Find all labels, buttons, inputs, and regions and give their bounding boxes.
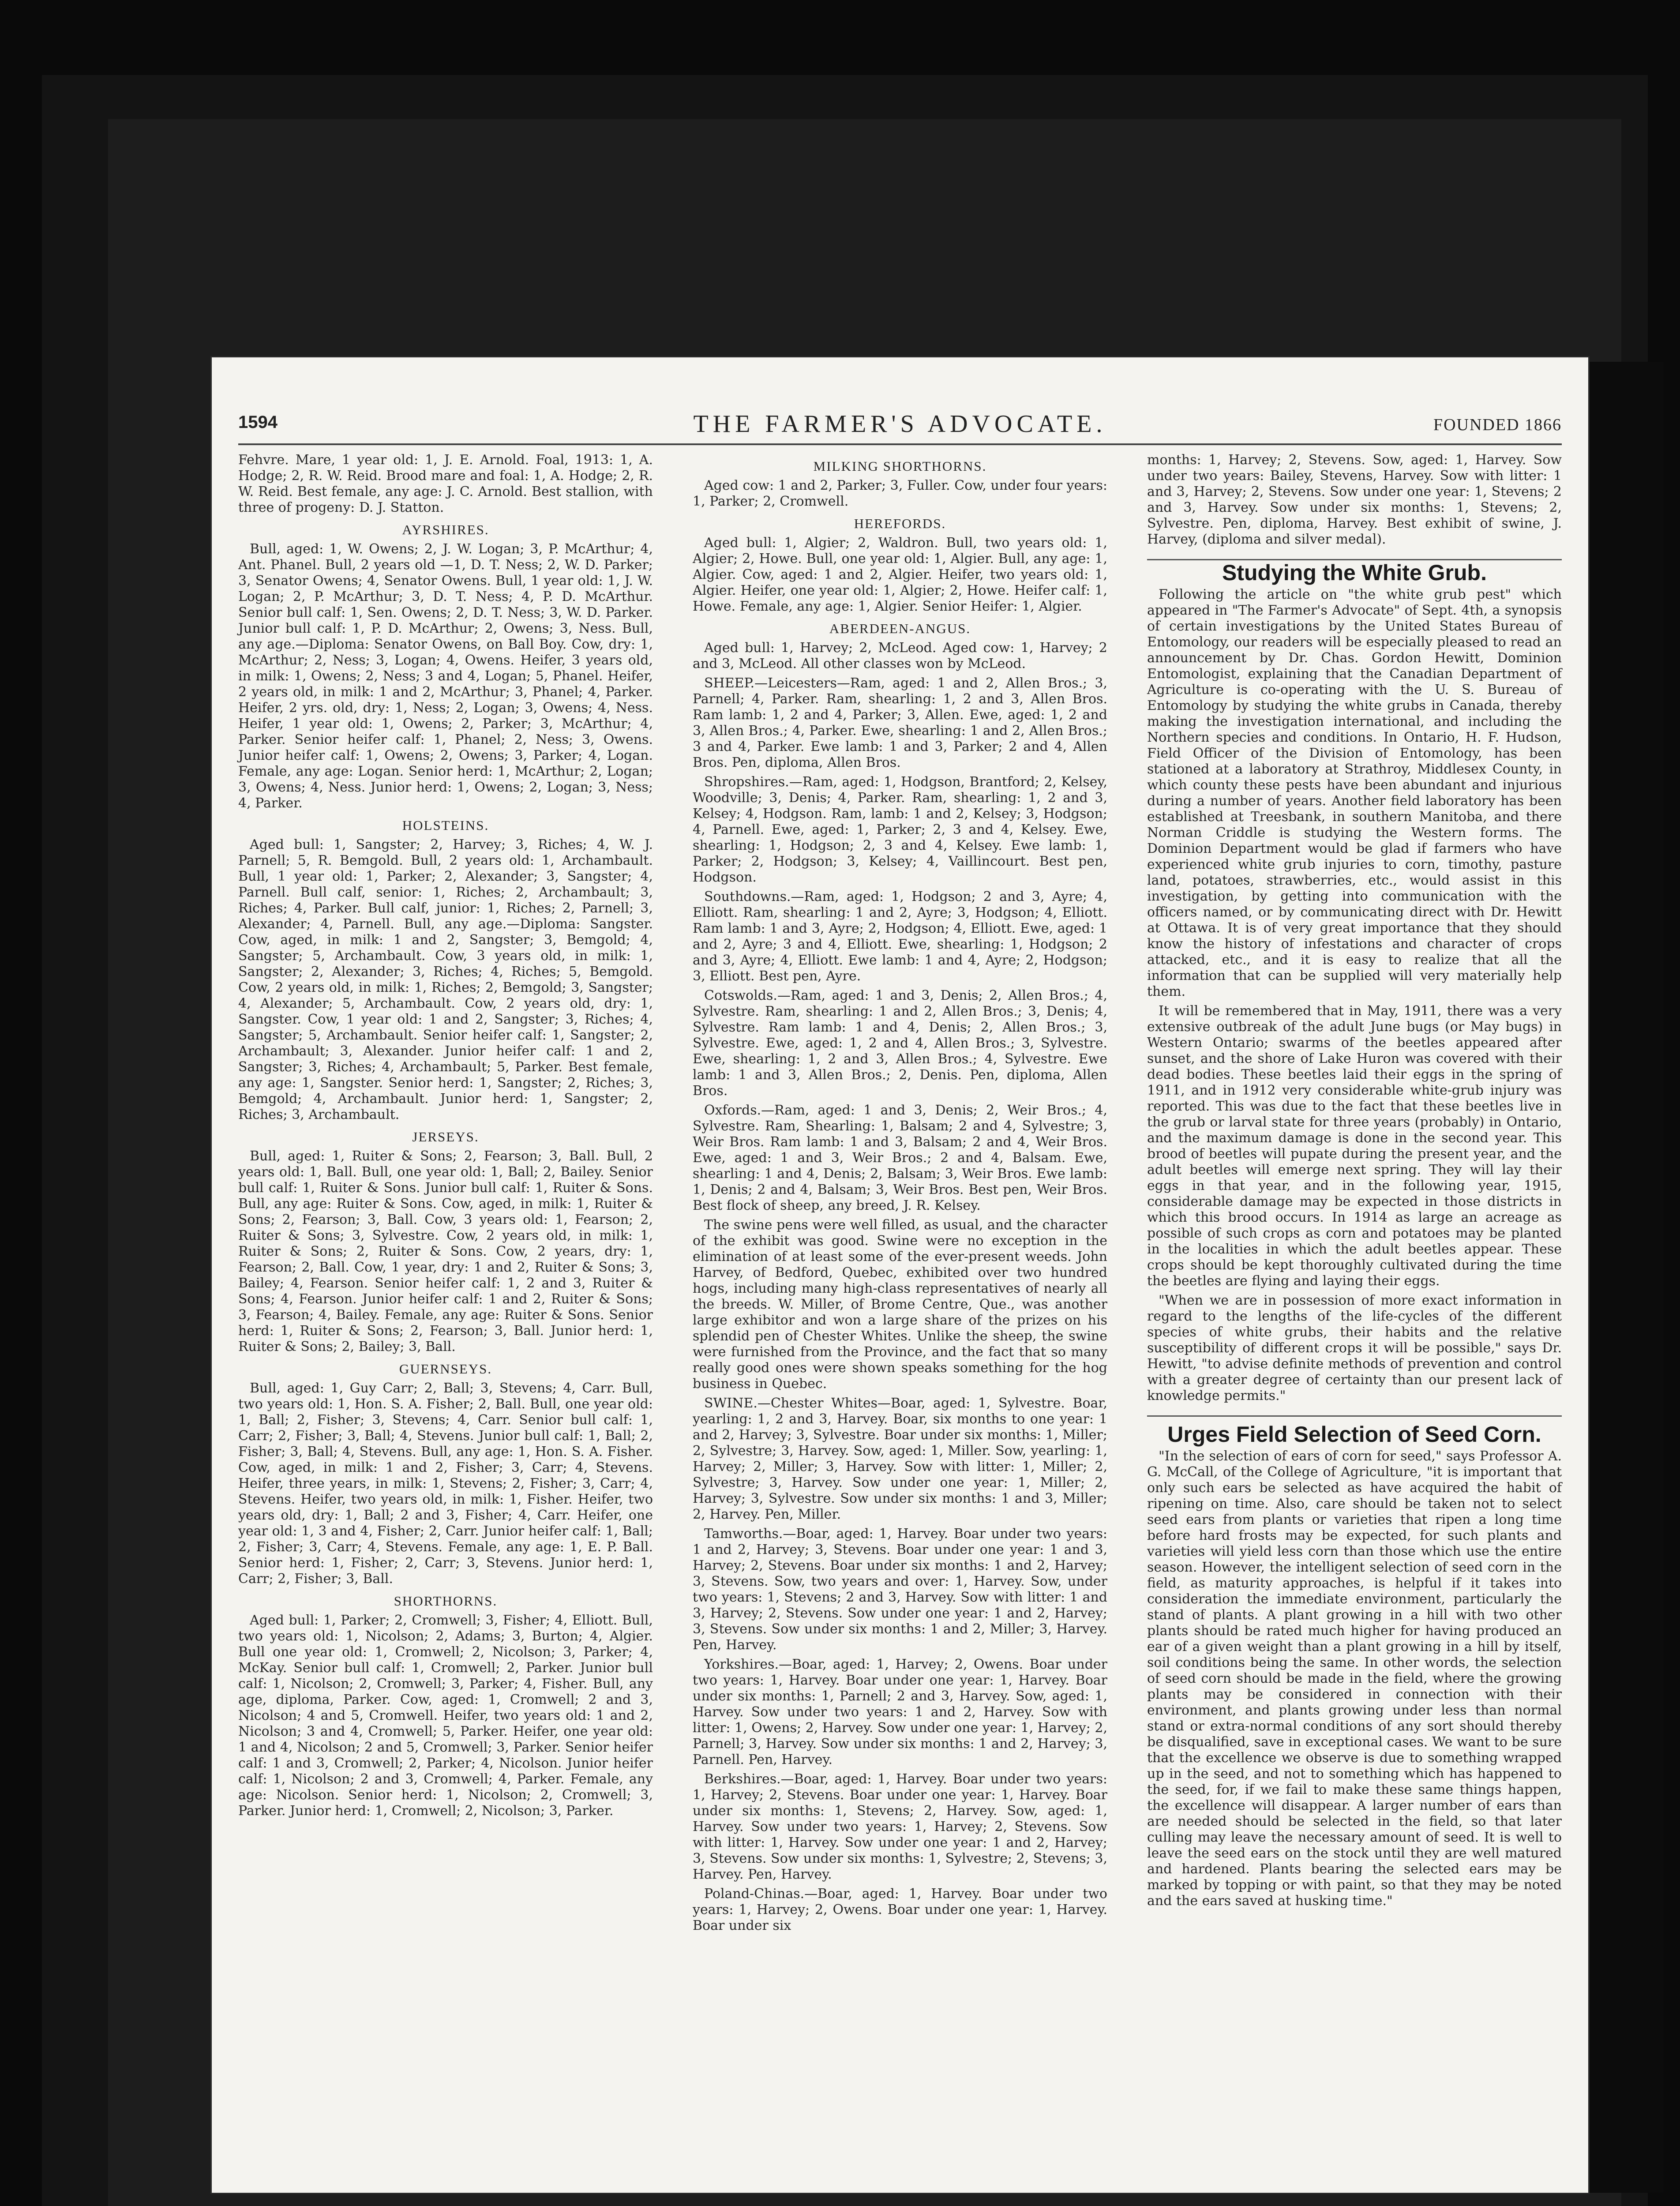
white-grub-paragraph-2: It will be remembered that in May, 1911, there was a very extensive outbreak of the adult June bugs (or May bugs) in Western Ontario; swarms of the beetles appeared after sunset, and the shore of Lake Huron was covered with their dead bodies. These beetles laid their eggs in the spring of 1911, and in 1912 very considerable white-grub injury was reported. This was due to the fact that these beetles live in the grub or larval state for three years (probably) in Ontario, and the maximum damage is done in the second year. This brood of beetles will pupate during the present year, and the adult beetles will emerge next spring. They will lay their eggs in that year, and in the following year, 1915, considerable damage may be expected in those districts in which this brood occurs. In 1914 as large an acreage as possible of such crops as corn and potatoes may be planted in the localities in which the adult beetles appear. These crops should be kept thoroughly cultivated during the time the beetles are flying and laying their eggs.	[1147, 1003, 1562, 1289]
section-heading-milking-shorthorns: MILKING SHORTHORNS.	[813, 458, 987, 474]
shorthorns-results: Aged bull: 1, Parker; 2, Cromwell; 3, Fisher; 4, Elliott. Bull, two years old: 1, Nicolson; 2, Adams; 3, Burton; 4, Algier. Bull one year old: 1, Cromwell; 2, Nicolson; 3, Parker; 4, McKay. Senior bull calf: 1, Cromwell; 2, Parker. Junior bull calf: 1, Nicolson; 2, Cromwell; 3, Parker; 4, Fisher. Bull, any age, diploma, Parker. Cow, aged: 1, Cromwell; 2 and 3, Nicolson; 4 and 5, Cromwell. Heifer, two years old: 1 and 2, Nicolson; 3 and 4, Cromwell; 5, Parker. Heifer, one year old: 1 and 4, Nicolson; 2 and 5, Cromwell; 3, Parker. Senior heifer calf: 1 and 3, Cromwell; 2, Parker; 4, Nicolson. Junior heifer calf: 1, Nicolson; 2 and 3, Cromwell; 4, Parker. Female, any age: Nicolson. Senior herd: 1, Nicolson; 2, Cromwell; 3, Parker. Junior herd: 1, Cromwell; 2, Nicolson; 3, Parker.	[238, 1613, 653, 1819]
section-heading-holsteins: HOLSTEINS.	[402, 818, 489, 833]
holsteins-results: Aged bull: 1, Sangster; 2, Harvey; 3, Riches; 4, W. J. Parnell; 5, R. Bemgold. Bull, 2 years old: 1, Archambault. Bull, 1 year old: 1, Parker; 2, Alexander; 3, Sangster; 4, Parnell. Bull calf, senior: 1, Riches; 2, Archambault; 3, Riches; 4, Parker. Bull calf, junior: 1, Riches; 2, Parnell; 3, Alexander; 4, Parnell. Bull, any age.—Diploma: Sangster. Cow, aged, in milk: 1 and 2, Sangster; 3, Bemgold; 4, Sangster; 5, Archambault. Cow, 3 years old, in milk: 1, Sangster; 2, Alexander; 3, Riches; 4, Riches; 5, Bemgold. Cow, 2 years old, in milk: 1, Riches; 2, Bemgold; 3, Sangster; 4, Alexander; 5, Archambault. Cow, 2 years old, dry: 1, Sangster. Cow, 1 year old: 1 and 2, Sangster; 3, Riches; 4, Sangster; 5, Archambault. Senior heifer calf: 1, Sangster; 2, Archambault; 3, Alexander. Junior heifer calf: 1 and 2, Sangster; 3, Riches; 4, Archambault; 5, Parker. Best female, any age: 1, Sangster. Senior herd: 1, Sangster; 2, Riches; 3, Bemgold; 4, Archambault. Junior herd: 1, Sangster; 2, Riches; 3, Archambault.	[238, 837, 653, 1122]
section-heading-aberdeen-angus: ABERDEEN-ANGUS.	[829, 621, 971, 636]
yorkshires-results: Yorkshires.—Boar, aged: 1, Harvey; 2, Owens. Boar under two years: 1, Harvey. Boar under one year: 1, Harvey. Boar under six months: 1, Parnell; 2 and 3, Harvey. Sow, aged: 1, Harvey. Sow under two years: 1 and 2, Harvey. Sow with litter: 1, Owens; 2, Harvey. Sow under one year: 1, Harvey; 2, Parnell; 3, Harvey. Sow under six months: 1 and 2, Harvey; 3, Parnell. Pen, Harvey.	[693, 1657, 1107, 1767]
section-heading-guernseys: GUERNSEYS.	[399, 1361, 492, 1377]
article-divider	[1147, 1415, 1562, 1417]
swine-intro-paragraph: The swine pens were well filled, as usual, and the character of the exhibit was good. Swine were no exception in the elimination of at least some of the ever-present weeds. John Harvey, of Bedford, Quebec, exhibited over two hundred hogs, including many high-class representatives of nearly all the breeds. W. Miller, of Brome Centre, Que., was another large exhibitor and won a large share of the prizes on his splendid pen of Chester Whites. Unlike the sheep, the swine were furnished from the Province, and the fact that so many really good ones were shown speaks something for the hog business in Quebec.	[693, 1217, 1107, 1392]
jerseys-results: Bull, aged: 1, Ruiter & Sons; 2, Fearson; 3, Ball. Bull, 2 years old: 1, Ball. Bull, one year old: 1, Ball; 2, Bailey. Senior bull calf: 1, Ruiter & Sons. Junior bull calf: 1, Ruiter & Sons. Bull, any age: Ruiter & Sons. Cow, aged, in milk: 1, Ruiter & Sons; 2, Fearson; 3, Ball. Cow, 3 years old: 1, Fearson; 2, Ruiter & Sons; 3, Sylvestre. Cow, 2 years old, in milk: 1, Ruiter & Sons; 2, Ruiter & Sons. Cow, 2 years, dry: 1, Fearson; 2, Ball. Cow, 1 year, dry: 1 and 2, Ruiter & Sons; 3, Bailey; 4, Fearson. Senior heifer calf: 1, 2 and 3, Ruiter & Sons; 4, Fearson. Junior heifer calf: 1 and 2, Ruiter & Sons; 3, Fearson; 4, Bailey. Female, any age: Ruiter & Sons. Senior herd: 1, Ruiter & Sons; 2, Fearson; 3, Ball. Junior herd: 1, Ruiter & Sons; 2, Bailey; 3, Ball.	[238, 1148, 653, 1354]
publication-title: THE FARMER'S ADVOCATE.	[693, 410, 1107, 438]
shropshires-results: Shropshires.—Ram, aged: 1, Hodgson, Brantford; 2, Kelsey, Woodville; 3, Denis; 4, Parker. Ram, shearling: 1, 2 and 3, Kelsey; 4, Hodgson. Ram, lamb: 1 and 2, Kelsey; 3, Hodgson; 4, Parnell. Ewe, aged: 1, Parker; 2, 3 and 4, Kelsey. Ewe, shearling: 1, Hodgson; 2, 3 and 4, Kelsey. Ewe lamb: 1, Parker; 2, Hodgson; 3, Kelsey; 4, Vaillincourt. Best pen, Hodgson.	[693, 774, 1107, 885]
page-header	[238, 410, 1562, 439]
article-title-white-grub: Studying the White Grub.	[1222, 560, 1487, 585]
section-heading-ayrshires: AYRSHIRES.	[402, 522, 489, 537]
guernseys-results: Bull, aged: 1, Guy Carr; 2, Ball; 3, Stevens; 4, Carr. Bull, two years old: 1, Hon. S. A. Fisher; 2, Ball. Bull, one year old: 1, Ball; 2, Fisher; 3, Stevens; 4, Carr. Senior bull calf: 1, Carr; 2, Fisher; 3, Ball; 4, Stevens. Junior bull calf: 1, Ball; 2, Fisher; 3, Ball; 4, Stevens. Bull, any age: 1, Hon. S. A. Fisher. Cow, aged, in milk: 1 and 2, Fisher; 3, Carr; 4, Stevens. Heifer, three years, in milk: 1, Stevens; 2, Fisher; 3, Carr; 4, Stevens. Heifer, two years old, in milk: 1, Fisher. Heifer, two years old, dry: 1, Ball; 2 and 3, Fisher; 4, Carr. Heifer, one year old: 1, 3 and 4, Fisher; 2, Carr. Junior heifer calf: 1, Ball; 2, Fisher; 3, Carr; 4, Stevens. Female, any age: 1, E. P. Ball. Senior herd: 1, Fisher; 2, Carr; 3, Stevens. Junior herd: 1, Carr; 2, Fisher; 3, Ball.	[238, 1381, 653, 1587]
founded-note: FOUNDED 1866	[1433, 416, 1562, 434]
page-number: 1594	[238, 413, 278, 432]
white-grub-paragraph-1: Following the article on "the white grub pest" which appeared in "The Farmer's Advocate" of Sept. 4th, a synopsis of certain investigations by the United States Bureau of Entomology, our readers will be especially pleased to read an announcement by Dr. Chas. Gordon Hewitt, Dominion Entomologist, explaining that the Canadian Department of Agriculture is co-operating with the U. S. Bureau of Entomology by studying the white grubs in Canada, thereby making the investigation international, and including the Northern species and conditions. In Ontario, H. F. Hudson, Field Officer of the Division of Entomology, has been stationed at a laboratory at Strathroy, Middlesex County, in which county these pests have been abundant and injurious during a number of years. Another field laboratory has been established at Treesbank, in southern Manitoba, and there Norman Criddle is studying the Western forms. The Dominion Department would be glad if farmers who have experienced white grub injuries to corn, timothy, pasture land, potatoes, strawberries, etc., would assist in this investigation, by getting into communication with the officers named, or by communicating direct with Dr. Hewitt at Ottawa. It is of very great importance that they should know the history of infestations and character of crops attacked, etc., and it is easy to realize that all the information that can be supplied will very materially help them.	[1147, 587, 1562, 999]
swine-results-continued: months: 1, Harvey; 2, Stevens. Sow, aged: 1, Harvey. Sow under two years: Bailey, Stevens, Harvey. Sow with litter: 1 and 3, Harvey; 2, Stevens. Sow under one year: 1, Stevens; 2 and 3, Harvey. Sow under six months: 1, Stevens; 2, Sylvestre. Pen, diploma, Harvey. Best exhibit of swine, J. Harvey, (diploma and silver medal).	[1147, 452, 1562, 547]
milking-shorthorns-results: Aged cow: 1 and 2, Parker; 3, Fuller. Cow, under four years: 1, Parker; 2, Cromwell.	[693, 478, 1107, 509]
aberdeen-angus-results: Aged bull: 1, Harvey; 2, McLeod. Aged cow: 1, Harvey; 2 and 3, McLeod. All other classes won by McLeod.	[693, 640, 1107, 672]
section-heading-jerseys: JERSEYS.	[412, 1129, 479, 1144]
header-rule	[238, 443, 1562, 445]
berkshires-results: Berkshires.—Boar, aged: 1, Harvey. Boar under two years: 1, Harvey; 2, Stevens. Boar under one year: 1, Harvey. Boar under six months: 1, Stevens; 2, Harvey. Sow, aged: 1, Harvey. Sow under two years: 1, Harvey; 2, Stevens. Sow with litter: 1, Harvey. Sow under one year: 1 and 2, Harvey; 3, Stevens. Sow under six months: 1, Sylvestre; 2, Stevens; 3, Harvey. Pen, Harvey.	[693, 1771, 1107, 1882]
scan-edge-shadow	[1588, 362, 1663, 2193]
oxfords-results: Oxfords.—Ram, aged: 1 and 3, Denis; 2, Weir Bros.; 4, Sylvestre. Ram, Shearling: 1, Balsam; 2 and 4, Sylvestre; 3, Weir Bros. Ram lamb: 1 and 3, Balsam; 2 and 4, Weir Bros. Ewe, aged: 1 and 3, Weir Bros.; 2 and 4, Balsam. Ewe, shearling: 1 and 4, Denis; 2, Balsam; 3, Weir Bros. Ewe lamb: 1, Denis; 2 and 4, Balsam; 3, Weir Bros. Best pen, Weir Bros. Best flock of sheep, any breed, J. R. Kelsey.	[693, 1103, 1107, 1213]
chester-whites-results: SWINE.—Chester Whites—Boar, aged: 1, Sylvestre. Boar, yearling: 1, 2 and 3, Harvey. Boar, six months to one year: 1 and 2, Harvey; 3, Sylvestre. Boar under six months: 1, Miller; 2, Sylvestre; 3, Harvey. Sow, aged: 1, Miller. Sow, yearling: 1, Harvey; 2, Miller; 3, Harvey. Sow with litter: 1, Miller; 2, Sylvestre; 3, Harvey. Sow under one year: 1, Miller; 2, Harvey; 3, Sylvestre. Sow under six months: 1 and 3, Miller; 2, Harvey. Pen, Miller.	[693, 1396, 1107, 1522]
poland-chinas-results: Poland-Chinas.—Boar, aged: 1, Harvey. Boar under two years: 1, Harvey; 2, Owens. Boar under one year: 1, Harvey. Boar under six	[693, 1886, 1107, 1933]
white-grub-paragraph-3: "When we are in possession of more exact information in regard to the lengths of the life-cycles of the different species of white grubs, their habits and the relative susceptibility of different crops it will be possible," says Dr. Hewitt, "to advise definite methods of prevention and control with a greater degree of certainty than our present lack of knowledge permits."	[1147, 1293, 1562, 1403]
ayrshires-results: Bull, aged: 1, W. Owens; 2, J. W. Logan; 3, P. McArthur; 4, Ant. Phanel. Bull, 2 years old —1, D. T. Ness; 2, W. D. Parker; 3, Senator Owens; 4, Senator Owens. Bull, 1 year old: 1, J. W. Logan; 2, P. McArthur; 3, D. T. Ness; 4, P. D. McArthur. Senior bull calf: 1, Sen. Owens; 2, D. T. Ness; 3, W. D. Parker. Junior bull calf: 1, P. D. McArthur; 2, Owens; 3, Ness. Bull, any age.—Diploma: Senator Owens, on Ball Boy. Cow, dry: 1, McArthur; 2, Ness; 3, Logan; 4, Owens. Heifer, 3 years old, in milk: 1, Owens; 2, Ness; 3 and 4, Logan; 5, Phanel. Heifer, 2 years old, in milk: 1 and 2, McArthur; 3, Phanel; 4, Parker. Heifer, 2 yrs. old, dry: 1, Ness; 2, Logan; 3, Owens; 4, Ness. Heifer, 1 year old: 1, Owens; 2, Parker; 3, McArthur; 4, Parker. Senior heifer calf: 1, Phanel; 2, Ness; 3, Owens. Junior heifer calf: 1, Owens; 2, Owens; 3, Parker; 4, Logan. Female, any age: Logan. Senior herd: 1, McArthur; 2, Logan; 3, Owens; 4, Ness. Junior herd: 1, Owens; 2, Logan; 3, Ness; 4, Parker.	[238, 541, 653, 811]
intro-paragraph: Fehvre. Mare, 1 year old: 1, J. E. Arnold. Foal, 1913: 1, A. Hodge; 2, R. W. Reid. Brood mare and foal: 1, A. Hodge; 2, R. W. Reid. Best female, any age: J. C. Arnold. Best stallion, with three of progeny: D. J. Statton.	[238, 452, 653, 515]
newspaper-page	[212, 357, 1588, 2193]
article-title-seed-corn: Urges Field Selection of Seed Corn.	[1167, 1422, 1541, 1447]
column-2	[693, 452, 1107, 1937]
section-heading-shorthorns: SHORTHORNS.	[394, 1593, 498, 1609]
sheep-leicesters-results: SHEEP.—Leicesters—Ram, aged: 1 and 2, Allen Bros.; 3, Parnell; 4, Parker. Ram, shearling: 1, 2 and 3, Allen Bros. Ram lamb: 1, 2 and 4, Parker; 3, Allen. Ewe, aged: 1, 2 and 3, Allen Bros.; 4, Parker. Ewe, shearling: 1 and 2, Allen Bros.; 3 and 4, Parker. Ewe lamb: 1 and 3, Parker; 2 and 4, Allen Bros. Pen, diploma, Allen Bros.	[693, 675, 1107, 770]
cotswolds-results: Cotswolds.—Ram, aged: 1 and 3, Denis; 2, Allen Bros.; 4, Sylvestre. Ram, shearling: 1 and 2, Allen Bros.; 3, Denis; 4, Sylvestre. Ram lamb: 1 and 4, Denis; 2, Allen Bros.; 3, Sylvestre. Ewe, aged: 1, 2 and 4, Allen Bros.; 3, Sylvestre. Ewe, shearling: 1, 2 and 3, Allen Bros.; 4, Sylvestre. Ewe lamb: 1 and 3, Allen Bros.; 2, Denis. Pen, diploma, Allen Bros.	[693, 988, 1107, 1099]
column-1	[238, 452, 653, 1823]
tamworths-results: Tamworths.—Boar, aged: 1, Harvey. Boar under two years: 1 and 2, Harvey; 3, Stevens. Boar under one year: 1 and 3, Harvey; 2, Stevens. Boar under six months: 1 and 2, Harvey; 3, Stevens. Sow, two years and over: 1, Harvey. Sow, under two years: 1, Stevens; 2 and 3, Harvey. Sow with litter: 1 and 3, Harvey; 2, Stevens. Sow under one year: 1 and 2, Harvey; 3, Stevens. Sow under six months: 1 and 2, Miller; 3, Harvey. Pen, Harvey.	[693, 1526, 1107, 1653]
column-3	[1147, 452, 1562, 1913]
seed-corn-paragraph-1: "In the selection of ears of corn for seed," says Professor A. G. McCall, of the College of Agriculture, "it is important that only such ears be selected as have acquired the habit of ripening on time. Also, care should be taken not to select seed ears from plants or varieties that ripen a long time before hard frosts may be expected, for such plants and varieties will yield less corn than those which use the entire season. However, the intelligent selection of seed corn in the field, as maturity approaches, is helpful if it takes into consideration the immediate environment, particularly the stand of plants. A plant growing in a hill with two other plants should be rated much higher for having produced an ear of a given weight than a plant growing in a hill by itself, soil conditions being the same. In other words, the selection of seed corn should be made in the field, where the growing plants may be considered in connection with their environment, and plants growing under less than normal stand or extra-normal conditions of any sort should thereby be disqualified, save in exceptional cases. We want to be sure that the excellence we observe is due to something wrapped up in the seed, and not to something which has happened to the seed, for, if we fail to make these same things happen, the excellence will disappear. A larger number of ears than are needed should be selected in the field, so that later culling may leave the necessary amount of seed. It is well to leave the seed ears on the stock until they are well matured and hardened. Plants bearing the selected ears may be marked by topping or with paint, so that they may be noted and the ears saved at husking time."	[1147, 1448, 1562, 1909]
section-heading-herefords: HEREFORDS.	[854, 516, 946, 531]
southdowns-results: Southdowns.—Ram, aged: 1, Hodgson; 2 and 3, Ayre; 4, Elliott. Ram, shearling: 1 and 2, Ayre; 3, Hodgson; 4, Elliott. Ram lamb: 1 and 3, Ayre; 2, Hodgson; 4, Elliott. Ewe, aged: 1 and 2, Ayre; 3 and 4, Elliott. Ewe, shearling: 1, Hodgson; 2 and 3, Ayre; 4, Elliott. Ewe lamb: 1 and 4, Ayre; 2, Hodgson; 3, Elliott. Best pen, Ayre.	[693, 889, 1107, 984]
herefords-results: Aged bull: 1, Algier; 2, Waldron. Bull, two years old: 1, Algier; 2, Howe. Bull, one year old: 1, Algier. Bull, any age: 1, Algier. Cow, aged: 1 and 2, Algier. Heifer, two years old: 1, Algier. Heifer, one year old: 1, Algier; 2, Howe. Heifer calf: 1, Howe. Female, any age: 1, Algier. Senior Heifer: 1, Algier.	[693, 535, 1107, 614]
